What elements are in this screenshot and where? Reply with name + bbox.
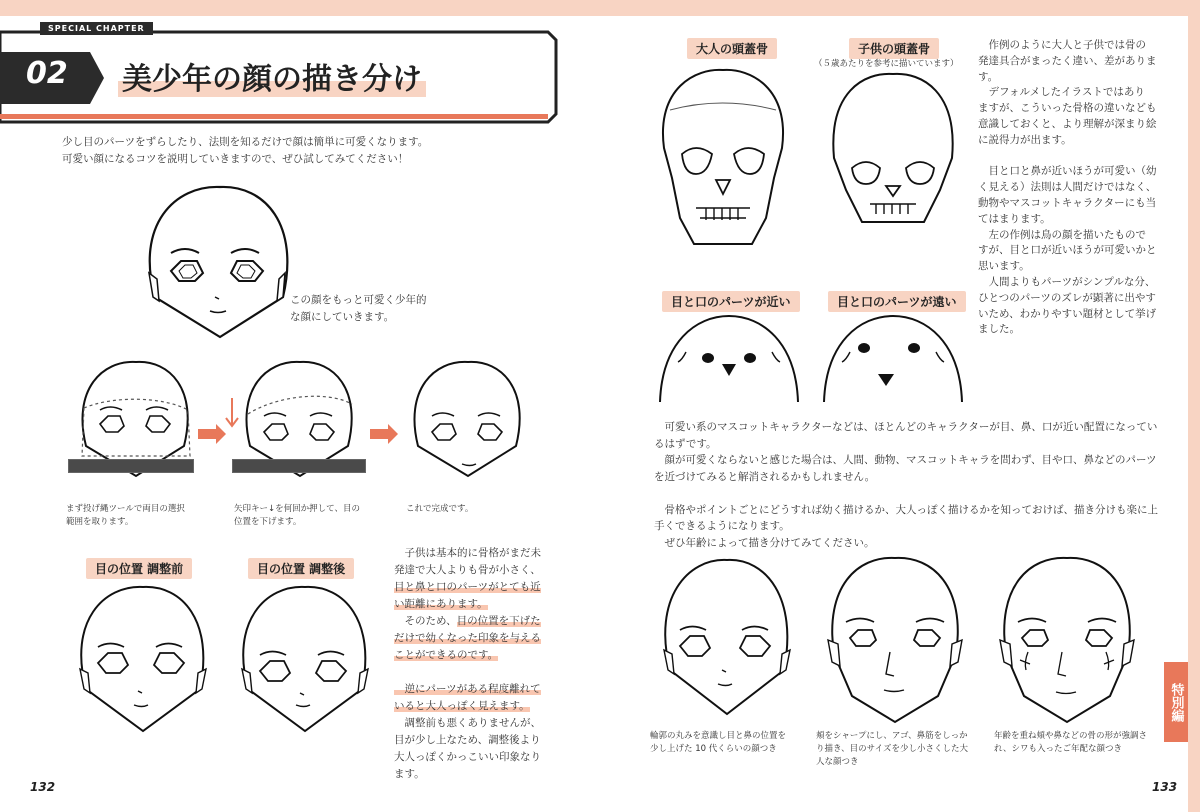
- adult-skull-illustration: [656, 68, 790, 248]
- step3-caption: [406, 503, 473, 516]
- child-skull-note: （５歳あたりを参考に描いています）: [814, 59, 959, 69]
- step3-illustration: [404, 360, 534, 480]
- column-line: 意識しておくと、より理解が深まり絵: [978, 117, 1157, 130]
- tag-before: 目の位置 調整前: [86, 558, 192, 579]
- column-line: デフォルメしたイラストではあり: [978, 86, 1145, 99]
- caption-line: 少し上げた 10 代くらいの顔つき: [650, 744, 777, 754]
- side-tab-strip: [1188, 16, 1200, 812]
- teen-caption: [650, 730, 786, 756]
- mid-line: を近づけてみると解消されるかもしれません。: [654, 470, 876, 483]
- adult-caption: [816, 730, 968, 769]
- bird-close-illustration: [656, 312, 802, 404]
- intro-text: [62, 134, 522, 168]
- chapter-label: SPECIAL CHAPTER: [40, 22, 153, 35]
- mid-line: るはずです。: [654, 437, 717, 450]
- side-line: ことができるのです。: [394, 649, 499, 661]
- child-skull-illustration: [828, 72, 958, 232]
- column-line: 思います。: [978, 260, 1030, 273]
- step2-toolbar: [232, 459, 366, 473]
- caption-line: 矢印キー↓を何回か押して、目の: [234, 504, 360, 514]
- column-line: 発達具合がまったく違い、差がありま: [978, 54, 1157, 67]
- intro-line: 少し目のパーツをずらしたり、法則を知るだけで顔は簡単に可愛くなります。: [62, 136, 429, 148]
- right-mid-text: [654, 419, 1174, 551]
- side-line: [394, 664, 564, 681]
- column-line: く見える）法則は人間だけではなく、: [978, 181, 1157, 194]
- side-text: [394, 545, 564, 783]
- column-line: ました。: [978, 323, 1020, 336]
- column-line: てはまります。: [978, 212, 1051, 225]
- column-line: 人間よりもパーツがシンプルな分、: [978, 275, 1156, 288]
- step1-caption: [66, 503, 185, 529]
- mid-line: 手くできるようになります。: [654, 520, 790, 532]
- face-after-illustration: [230, 585, 380, 735]
- tag-child-skull: 子供の頭蓋骨: [849, 38, 939, 59]
- step1-toolbar: [68, 459, 194, 473]
- column-line: ひとつのパーツのズレが顕著に出やす: [978, 291, 1156, 304]
- column-line: 左の作例は鳥の顔を描いたもので: [978, 228, 1146, 241]
- elder-caption: [994, 730, 1147, 756]
- arrow-right-icon: [198, 424, 228, 444]
- page-number-left: 132: [30, 780, 56, 794]
- side-line: 大人っぽくかっこいい印象なり: [394, 751, 541, 763]
- caption-line: 年齢を重ね頬や鼻などの骨の形が強調さ: [994, 731, 1148, 741]
- side-line: い距離にあります。: [394, 598, 488, 610]
- caption-line: り描き、目のサイズを少し小さくした大: [816, 744, 968, 754]
- page-title-text: 美少年の顔の描き分け: [118, 62, 426, 97]
- caption-line: まず投げ縄ツールで両目の選択: [66, 504, 185, 514]
- side-line: 子供は基本的に骨格がまだ未: [394, 547, 541, 559]
- side-line: 目が少し上なため、調整後より: [394, 734, 541, 746]
- side-line: 逆にパーツがある程度離れて: [394, 683, 541, 695]
- side-line: 調整前も悪くありませんが、: [394, 717, 541, 729]
- caption-line: これで完成です。: [406, 504, 474, 514]
- mid-line: ぜひ年齢によって描き分けてみてください。: [654, 536, 875, 549]
- column-line: す。: [978, 70, 999, 83]
- column-line: 目と口と鼻が近いほうが可愛い（幼: [978, 165, 1157, 178]
- chapter-number: 02: [26, 56, 68, 91]
- tag-after: 目の位置 調整後: [248, 558, 354, 579]
- page-title: [118, 54, 426, 98]
- column-line: いため、わかりやすい題材として挙げ: [978, 307, 1157, 320]
- intro-line: 可愛い顔になるコツを説明していきますので、ぜひ試してみてください！: [62, 153, 409, 165]
- side-tab-label: 特別編: [1168, 682, 1184, 722]
- page-number-right: 133: [1152, 780, 1178, 794]
- bird-far-illustration: [820, 312, 966, 404]
- column-line: 作例のように大人と子供では骨の: [978, 39, 1146, 51]
- side-line: だけで幼くなった印象を与える: [394, 632, 541, 644]
- side-line: ます。: [394, 768, 425, 780]
- column-line: ますが、こういった骨格の違いなども: [978, 102, 1157, 115]
- face-teen-illustration: [652, 558, 802, 718]
- arrow-right-icon: [370, 424, 400, 444]
- face-before-illustration: [68, 585, 218, 735]
- mid-line: 顔が可愛くならないと感じた場合は、人間、動物、マスコットキャラを問わず、目や口、鼻などのパーツ: [654, 454, 1157, 466]
- face-note-line: この顔をもっと可愛く少年的: [290, 294, 427, 306]
- mid-line: 骨格やポイントごとにどうすれば幼く描けるか、大人っぽく描けるかを知っておけば、描き分けも楽に上: [654, 503, 1158, 516]
- face-base-illustration: [135, 185, 305, 345]
- caption-line: れ、シワも入ったご年配な顔つき: [994, 744, 1123, 754]
- column-line: 動物やマスコットキャラクターにも当: [978, 196, 1157, 209]
- mid-line: 可愛い系のマスコットキャラクターなどは、ほとんどのキャラクターが目、鼻、口が近い配置になってい: [654, 421, 1158, 433]
- tag-parts-far: 目と口のパーツが遠い: [828, 291, 966, 312]
- caption-line: 範囲を取ります。: [66, 517, 134, 527]
- side-line: 目と鼻と口のパーツがとても近: [394, 581, 541, 593]
- mid-line: [654, 485, 1174, 502]
- face-adult-illustration: [820, 556, 970, 726]
- column-line: に説得力が出ます。: [978, 133, 1072, 146]
- column-line: すが、目と口が近いほうが可愛いかと: [978, 244, 1157, 257]
- caption-line: 人な顔つき: [816, 757, 859, 767]
- caption-line: 輪郭の丸みを意識し目と鼻の位置を: [650, 731, 787, 741]
- side-line: いると大人っぽく見えます。: [394, 700, 530, 712]
- right-column-text: [978, 38, 1168, 338]
- caption-line: 位置を下げます。: [234, 517, 302, 527]
- caption-line: 頬をシャープにし、アゴ、鼻筋をしっか: [816, 731, 968, 741]
- face-note: [290, 292, 427, 326]
- step2-caption: [234, 503, 360, 529]
- side-tab: [1164, 662, 1188, 742]
- column-line: [978, 149, 1168, 165]
- top-strip: [0, 0, 1200, 16]
- chapter-header: [0, 22, 560, 122]
- face-elder-illustration: [992, 556, 1142, 726]
- face-note-line: な顔にしていきます。: [290, 311, 395, 323]
- tag-adult-skull: 大人の頭蓋骨: [687, 38, 777, 59]
- side-line: 発達で大人よりも骨が小さく、: [394, 564, 541, 576]
- tag-parts-close: 目と口のパーツが近い: [662, 291, 800, 312]
- side-line: そのため、目の位置を下げた: [394, 615, 541, 627]
